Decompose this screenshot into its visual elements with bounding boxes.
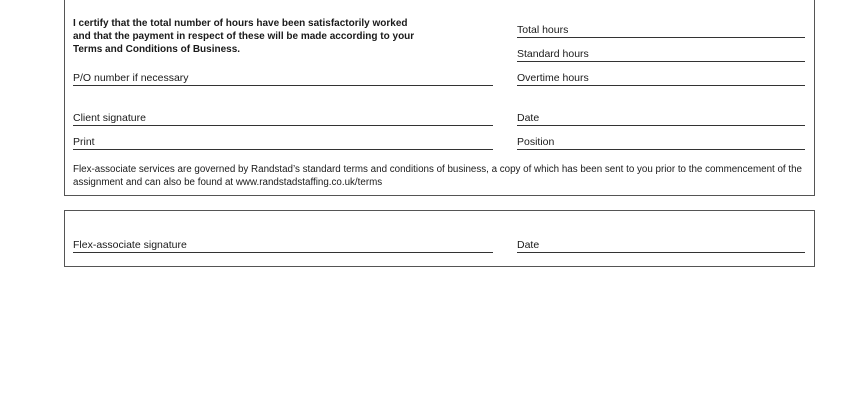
certification-line: and that the payment in respect of these will be made according to your xyxy=(73,31,415,42)
total-hours-field[interactable] xyxy=(517,23,805,38)
client-date-field[interactable] xyxy=(517,111,805,126)
terms-notice xyxy=(73,163,813,189)
flex-associate-signature-label: Flex-associate signature xyxy=(73,239,187,251)
position-field[interactable] xyxy=(517,135,805,150)
client-signature-field[interactable] xyxy=(73,111,493,126)
flex-associate-date-field[interactable] xyxy=(517,238,805,253)
certification-line: I certify that the total number of hours have been satisfactorily worked xyxy=(73,18,408,29)
client-signature-label: Client signature xyxy=(73,112,146,124)
print-name-label: Print xyxy=(73,136,95,148)
flex-associate-signature-field[interactable] xyxy=(73,238,493,253)
po-number-label: P/O number if necessary xyxy=(73,72,189,84)
overtime-hours-field[interactable] xyxy=(517,71,805,86)
total-hours-label: Total hours xyxy=(517,24,569,36)
standard-hours-label: Standard hours xyxy=(517,48,589,60)
terms-notice-line: assignment and can also be found at www.randstadstaffing.co.uk/terms xyxy=(73,177,383,188)
standard-hours-field[interactable] xyxy=(517,47,805,62)
po-number-field[interactable] xyxy=(73,71,493,86)
overtime-hours-label: Overtime hours xyxy=(517,72,589,84)
client-date-label: Date xyxy=(517,112,540,124)
position-label: Position xyxy=(517,136,555,148)
terms-notice-line: Flex-associate services are governed by Randstad’s standard terms and conditions of business, a copy of which has been sent to you prior to the commencement of the xyxy=(73,164,802,175)
print-name-field[interactable] xyxy=(73,135,493,150)
flex-associate-date-label: Date xyxy=(517,239,540,251)
certification-statement xyxy=(73,17,433,56)
certification-line: Terms and Conditions of Business. xyxy=(73,44,241,55)
